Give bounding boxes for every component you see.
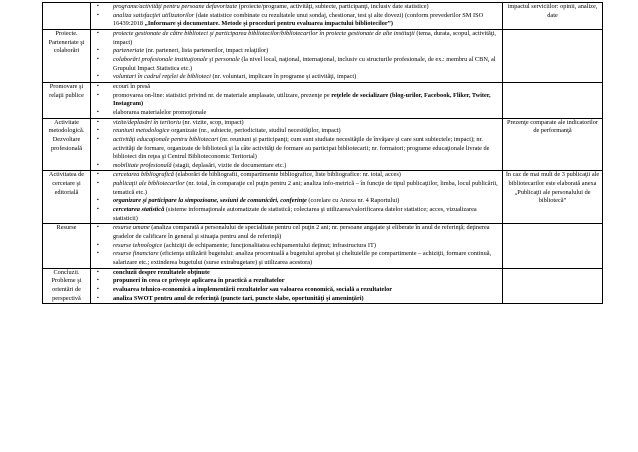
row-content [91,268,503,304]
row-label: Resurse [43,224,91,268]
list-item [93,47,500,56]
square-bullet-icon: ▪ [97,136,99,142]
item-text: promovarea on-line: statistici privind nr. de materiale amplasate, utilizare, prezenţe pe [113,91,332,99]
item-text: (stagii, deplasări, vizite de documentare etc.) [171,161,287,169]
list-item [93,3,500,12]
item-text: (nr. parteneri, lista partenerilor, impact relaţiilor) [144,47,269,55]
table-row [43,268,603,304]
report-table-body [43,3,603,304]
item-text: (elaborări de bibliografii, compartimente bibliografice, liste bibliografice: nr. total, acces) [173,171,401,179]
list-item [93,180,500,197]
item-lead: vizite/deplasări în teritoriu [113,118,181,126]
row-content [91,3,503,30]
row-label: Promovare şi relaţii publice [43,82,91,118]
row-label: Activitate metodologică. Dezvoltare profesională [43,118,91,171]
square-bullet-icon: ▪ [97,83,99,89]
list-item [93,286,500,295]
bullet-list [93,119,500,171]
square-bullet-icon: ▪ [97,207,99,213]
list-item [93,30,500,47]
item-lead: programe/activităţi pentru persoane defavorizate [113,3,238,10]
item-lead: organizare şi participare la simpozioane, sesiuni de comunicări, conferinţe [113,197,307,205]
list-item [93,73,500,82]
item-lead: proiecte gestionate de către biblioteci şi participarea bibliotecilor/bibliotecarilor în proiecte gestionate de alte instituţii [113,29,415,37]
item-text: (nr. reuniuni şi participanţi; cum sunt studiate necesităţile de învăţare şi care sunt subiectele; impact); nr. activităţi de formare, organizate de bibliotecă şi la câte activităţi de formare au participat bibliotecarii; nr. formatori; programe educaţionale livrate de biblioteci din reţea şi Centrul Biblioteconomic Teritorial) [113,135,490,161]
list-item [93,242,500,251]
square-bullet-icon: ▪ [97,198,99,204]
square-bullet-icon: ▪ [97,162,99,168]
row-content [91,29,503,82]
bullet-list [93,224,500,267]
table-row [43,29,603,82]
table-row [43,82,603,118]
item-text: (proiecte/programe, activităţi, subiecte, participanţi, inclusiv date statistice) [237,3,429,10]
bullet-list [93,3,500,29]
bullet-list [93,171,500,223]
square-bullet-icon: ▪ [97,278,99,284]
list-item [93,136,500,162]
row-note [503,268,603,304]
item-text: (tema, durata, scopul, activităţi, impact) [113,29,496,46]
item-text: evaluarea tehnico-economică a implementării rezultatelor sau valoarea economică, socială a rezultatelor [113,286,393,293]
square-bullet-icon: ▪ [97,30,99,36]
list-item [93,56,500,73]
row-content [91,82,503,118]
item-lead: mobilitate profesională [113,161,172,169]
bullet-list [93,83,500,118]
square-bullet-icon: ▪ [97,269,99,275]
item-lead: resurse tehnologice [113,241,163,249]
square-bullet-icon: ▪ [97,48,99,54]
square-bullet-icon: ▪ [97,4,99,9]
square-bullet-icon: ▪ [97,128,99,134]
square-bullet-icon: ▪ [97,74,99,80]
square-bullet-icon: ▪ [97,12,99,18]
list-item [93,127,500,136]
item-lead: resurse financiare [113,250,159,258]
list-item [93,109,500,118]
square-bullet-icon: ▪ [97,287,99,292]
row-note: În caz de mai mult de 3 publicaţii ale bibliotecarilor este elaborată anexa „Publicaţii ale personalului de bibliotecă” [503,171,603,224]
list-item [93,277,500,286]
row-note [503,82,603,118]
item-text: (eficienţa utilizării bugetului: analiza procentuală a bugetului aprobat şi cheltuielile pe compartimente – achiziţii, formare continuă, salarizare etc.; extinderea bugetului (surse extrabugetare) şi utilizarea acestora) [113,250,492,267]
row-content [91,171,503,224]
item-text: analiza SWOT pentru anul de referinţă (puncte tari, puncte slabe, oportunităţi şi ameninţări) [113,294,364,302]
item-text: (achiziţii de echipamente; funcţionalitatea echipamentului deţinut; infrastructura IT) [162,241,376,249]
row-label: Activitatea de cercetare şi editorială [43,171,91,224]
item-text: (analiza comparată a personalului de specialitate pentru cel puţin 2 ani; nr. persoane angajate şi eliberate în anul de referinţă; deţinerea gradelor de calificare în general şi situaţia pentru anul de referinţă) [113,224,490,241]
item-lead: analiza satisfacţiei utilizatorilor [113,11,195,19]
item-lead: parteneriate [113,47,145,55]
list-item [93,12,500,29]
item-text: (nr. vizite, scop, impact) [180,118,244,126]
list-item [93,295,500,304]
item-tail: reţelele de socializare (blog-urilor, Facebook, Fliker, Twiter, Instagram) [113,91,491,108]
square-bullet-icon: ▪ [97,172,99,178]
square-bullet-icon: ▪ [97,119,99,125]
row-content [91,118,503,171]
list-item [93,162,500,171]
item-text: (nr. total, în comparaţie cel puţin pentru 2 ani; analiza info-metrică – în funcţie de tipul publicaţiilor, limba, locul publicării, tematică etc.) [113,180,498,196]
item-lead: resurse umane [113,224,150,232]
item-text: (la nivel local, naţional, internaţional, inclusiv cu structurile profesionale, de ex.: membru al CBN, al Grupului Impact Statistica etc.) [113,55,496,72]
square-bullet-icon: ▪ [97,92,99,98]
item-lead: cercetarea bibliografică [113,171,174,179]
row-note [503,29,603,82]
item-text: (nr. voluntari, implicare în programe şi activităţi, impact) [210,73,357,81]
item-text: (date statistice combinate cu rezultatele unui sondaj, chestionar, test şi alte dovezi) (conform prevederilor SM ISO 16439:2018 [113,11,484,28]
list-item [93,224,500,241]
square-bullet-icon: ▪ [97,251,99,257]
list-item [93,119,500,128]
list-item [93,92,500,109]
row-content [91,224,503,268]
list-item [93,197,500,206]
report-table [42,2,603,304]
item-text: propuneri în ceea ce priveşte aplicarea în practică a rezultatelor [113,277,285,285]
bullet-list [93,30,500,82]
square-bullet-icon: ▪ [97,225,99,231]
item-lead: publicaţii ale bibliotecarilor [113,180,185,188]
row-note: Prezenţe comparate ale indicatorilor de performanţă [503,118,603,171]
item-lead: colaborări profesionale instituţionale şi personale [113,55,240,63]
table-row [43,224,603,268]
item-text: (sisteme informaţionale automatizate de statistică; colectarea şi utilizarea/valorificarea datelor statistice; acces, vizualizarea statisticii) [113,206,477,222]
square-bullet-icon: ▪ [97,109,99,115]
list-item [93,83,500,92]
row-label: Concluzii. Probleme şi orientări de perspectivă [43,268,91,304]
item-tail: „Informare şi documentare. Metode şi proceduri pentru evaluarea impactului bibliotecilor”) [144,20,393,28]
table-row [43,118,603,171]
row-note: impactul serviciilor: opinii, analize, date [503,3,603,30]
square-bullet-icon: ▪ [97,242,99,248]
row-label: Proiecte. Parteneriate şi colaborări [43,29,91,82]
row-note [503,224,603,268]
bullet-list [93,269,500,304]
item-lead: cercetarea statistică [113,206,165,214]
list-item [93,250,500,267]
table-row [43,171,603,224]
square-bullet-icon: ▪ [97,181,99,187]
item-lead: reuniuni metodologice [113,127,170,135]
item-text: concluzii despre rezultatele obţinute [113,268,210,276]
item-text: elaborarea materialelor promoţionale [113,108,207,116]
row-label [43,3,91,30]
list-item [93,269,500,278]
item-lead: voluntari în cadrul reţelei de biblioteci [113,73,211,81]
item-lead: activităţi educaţionale pentru bibliotecari [113,135,219,143]
list-item [93,206,500,223]
item-text: (corelare cu Anexa nr. 4 Raportului) [306,197,400,205]
square-bullet-icon: ▪ [97,56,99,62]
table-row [43,3,603,30]
item-text: organizate (nr., subiecte, periodicitate, studiul necesităţilor, impact) [169,127,341,135]
list-item [93,171,500,180]
item-text: ecouri în presă [113,82,151,90]
square-bullet-icon: ▪ [97,295,99,301]
